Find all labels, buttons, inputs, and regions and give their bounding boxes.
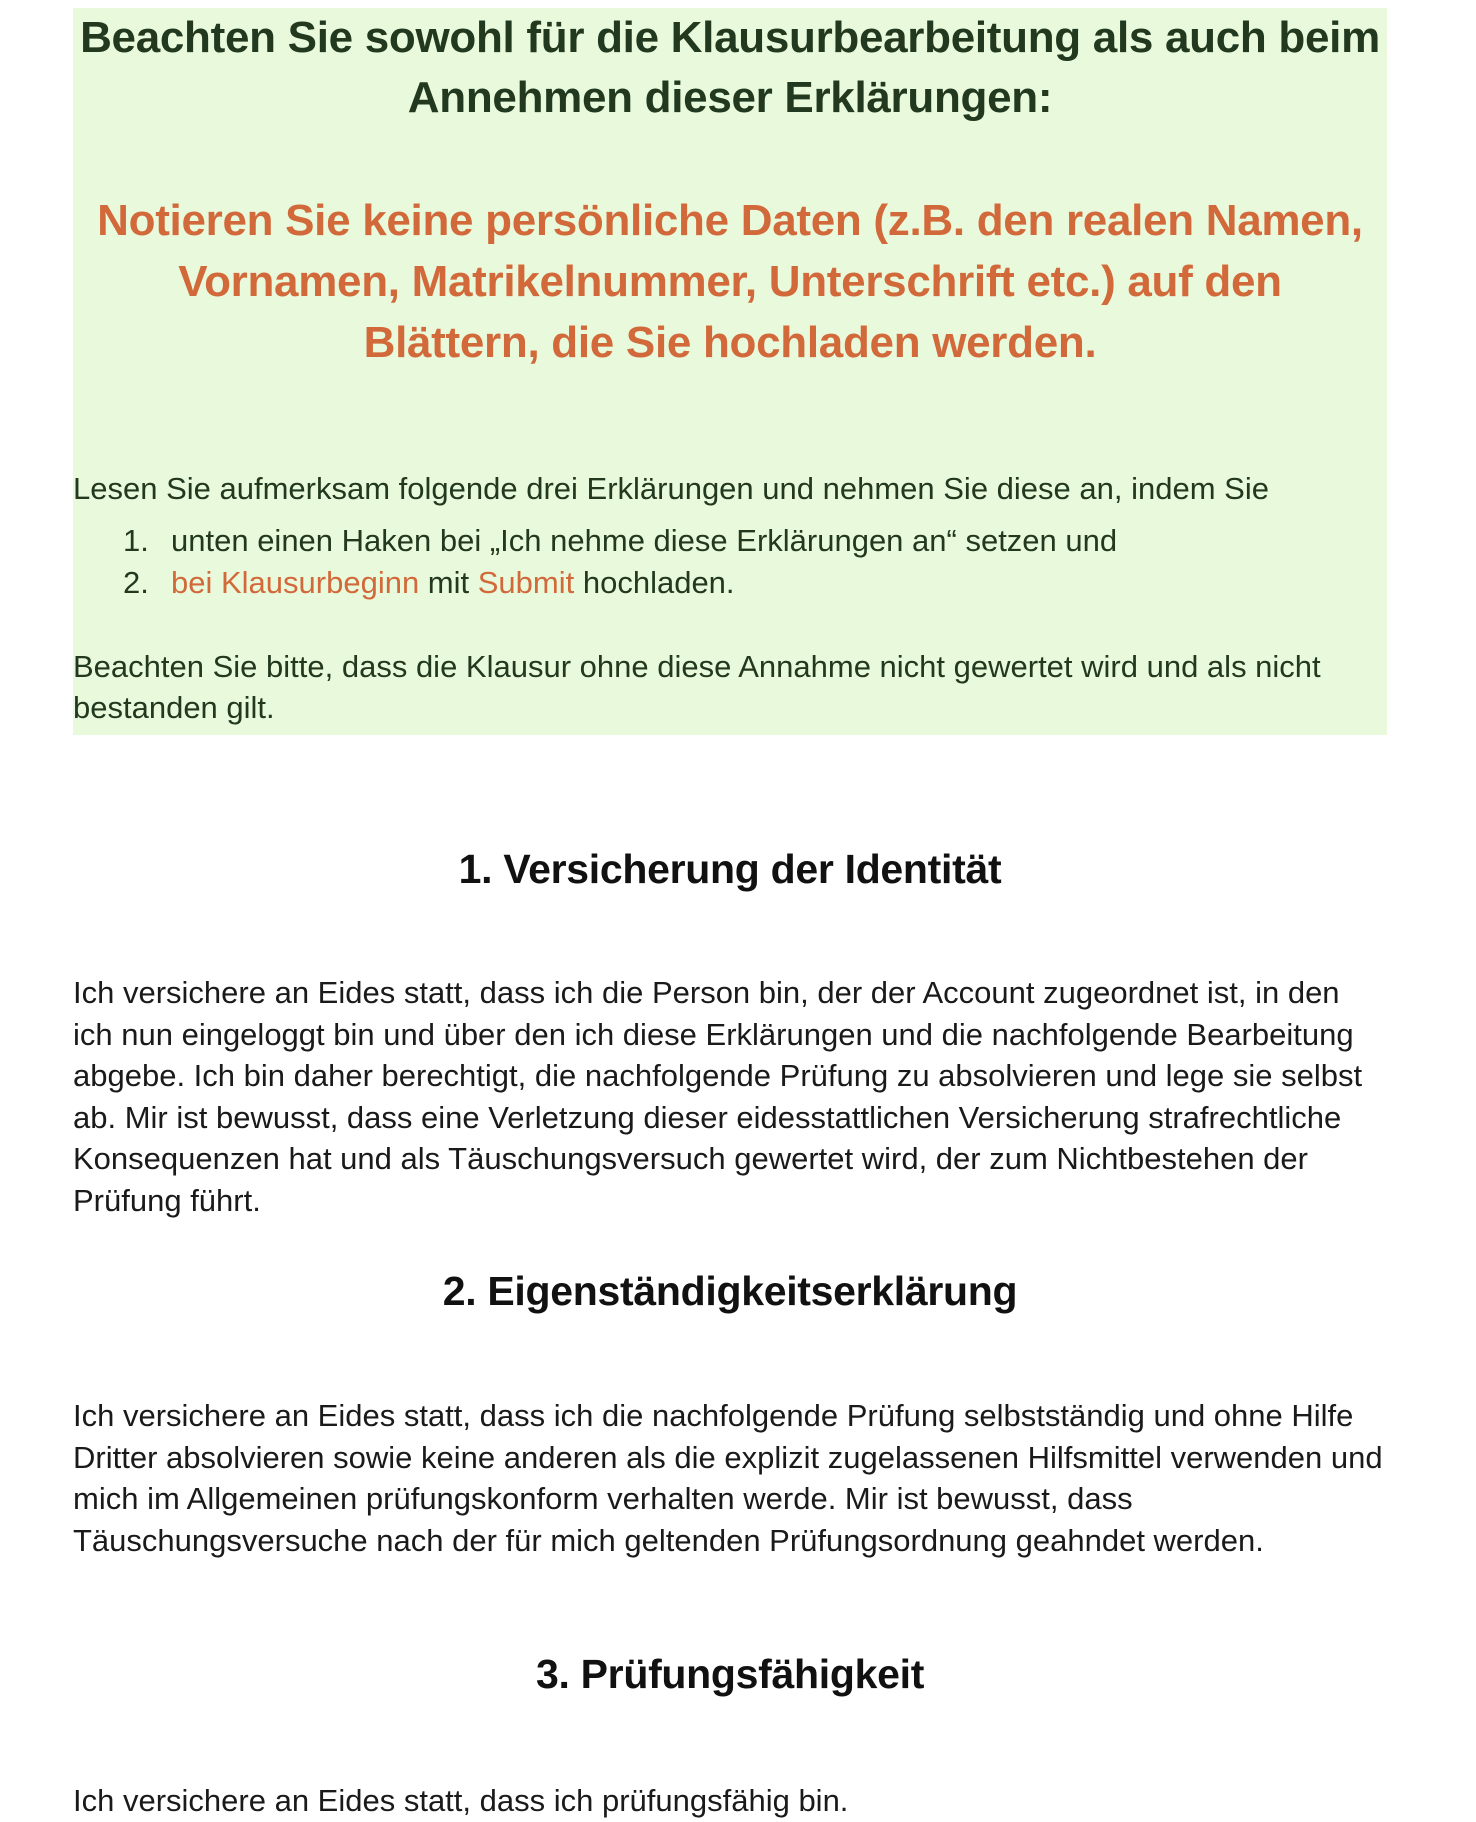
notice-footer: Beachten Sie bitte, dass die Klausur ohne diese Annahme nicht gewertet wird und als nicht bestanden gilt. [73,649,1321,725]
list-item-number: 2. [123,565,149,600]
section-body: Ich versichere an Eides statt, dass ich die Person bin, der der Account zugeordnet ist, in den ich nun eingeloggt bin und über den ich diese Erklärungen und die nachfolgende Bearbeitung abgebe. Ich bin daher berechtigt, die nachfolgende Prüfung zu absolvieren und lege sie selbst ab. Mir ist bewusst, dass eine Verletzung dieser eidesstattlichen Versicherung strafrechtliche Konsequenzen hat und als Täuschungsversuch gewertet wird, der zum Nichtbestehen der Prüfung führt. [73,975,1363,1218]
independence-section [73,1265,1387,1561]
list-item-number: 1. [123,523,149,558]
notice-intro: Lesen Sie aufmerksam folgende drei Erklärungen und nehmen Sie diese an, indem Sie [73,471,1269,506]
section-heading: 3. Prüfungsfähigkeit [535,1651,925,1697]
list-item [73,562,1387,604]
section-body: Ich versichere an Eides statt, dass ich die nachfolgende Prüfung selbstständig und ohne Hilfe Dritter absolvieren sowie keine anderen als die explizit zugelassenen Hilfsmittel verwenden und mich im Allgemeinen prüfungskonform verhalten werde. Mir ist bewusst, dass Täuschungsversuche nach der für mich geltenden Prüfungsordnung geahndet werden. [73,1398,1383,1558]
exam-start-highlight: bei Klausurbeginn [171,565,420,600]
instruction-list [73,520,1387,604]
submit-highlight: Submit [477,565,575,600]
list-item-rest: hochladen. [574,565,735,600]
list-item-text: unten einen Haken bei „Ich nehme diese Erklärungen an“ setzen und [171,523,1118,558]
list-item [73,520,1387,562]
section-body: Ich versichere an Eides statt, dass ich prüfungsfähig bin. [73,1783,849,1818]
personal-data-warning: Notieren Sie keine persönliche Daten (z.B. den realen Namen, Vornamen, Matrikelnummer, Unterschrift etc.) auf den Blättern, die Sie hochladen werden. [97,196,1363,367]
notice-box [73,8,1387,735]
section-heading: 2. Eigenständigkeitserklärung [442,1268,1018,1314]
list-item-connector: mit [419,565,478,600]
notice-title: Beachten Sie sowohl für die Klausurbearbeitung als auch beim Annehmen dieser Erklärungen: [80,13,1380,122]
identity-section [73,843,1387,1221]
fitness-section [73,1648,1387,1822]
section-heading: 1. Versicherung der Identität [458,846,1002,892]
